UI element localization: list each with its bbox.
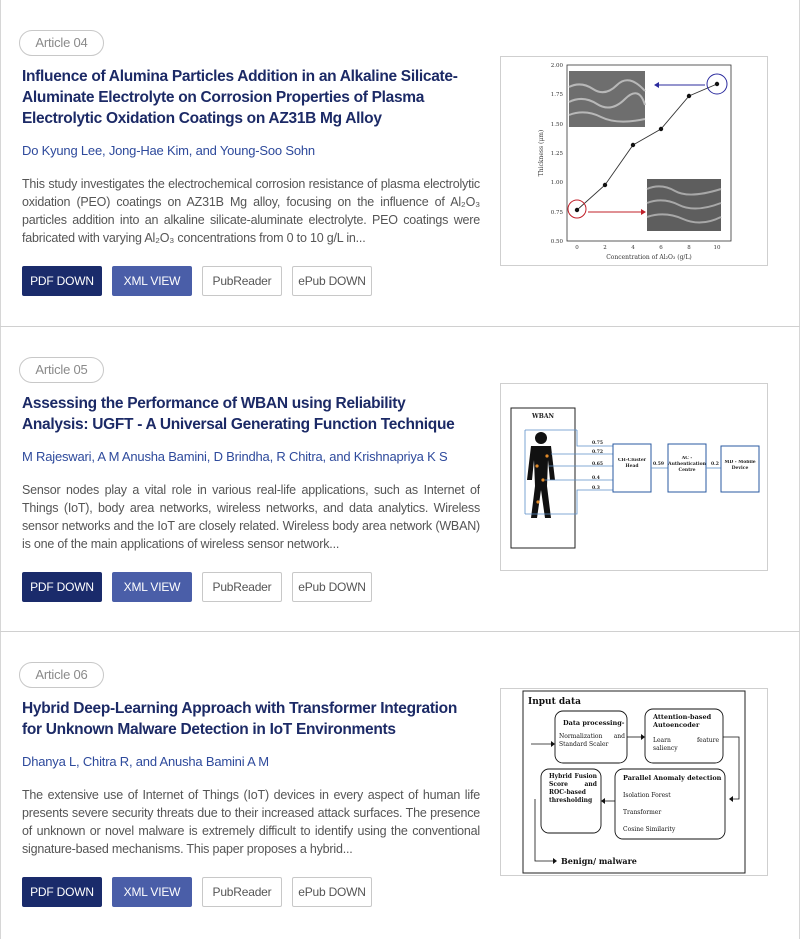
article-figure-thumbnail[interactable] <box>500 688 768 876</box>
article-figure-thumbnail[interactable] <box>500 383 768 571</box>
x-tick: 4 <box>631 245 635 251</box>
x-tick: 6 <box>659 245 663 251</box>
autoencoder-title: Attention-based Autoencoder <box>653 713 712 729</box>
output-label: Benign/ malware <box>561 856 637 866</box>
processing-title: Data processing- <box>563 719 625 727</box>
x-tick: 8 <box>687 245 691 251</box>
article-abstract: The extensive use of Internet of Things (IoT) devices in every aspect of human life presents severe security threats due to their increased attack surfaces. The presence of unknown or novel malware is extremely difficult to identify using the conventional signature-based mechanisms. This paper proposes a hybrid... <box>22 788 480 856</box>
mobile-device-label: MD - Mobile Device <box>724 460 756 471</box>
autoencoder-body: Learn feature saliency <box>653 737 719 752</box>
epub-down-button[interactable]: ePub DOWN <box>292 572 372 602</box>
article-badge: Article 05 <box>19 357 104 383</box>
y-tick: 0.75 <box>550 210 563 216</box>
article-authors: M Rajeswari, A M Anusha Bamini, D Brindha, R Chitra, and Krishnapriya K S <box>22 449 448 464</box>
link-value: 0.59 <box>653 462 664 467</box>
link-value: 0.2 <box>711 462 719 467</box>
cluster-head-label: CH-Cluster Head <box>617 458 647 469</box>
article-card <box>0 631 800 937</box>
input-label: Input data <box>528 697 581 707</box>
parallel-item: Cosine Similarity <box>623 826 676 833</box>
pubreader-button[interactable]: PubReader <box>202 572 282 602</box>
article-title[interactable]: Assessing the Performance of WBAN using Reliability Analysis: UGFT - A Universal Generating Function Technique <box>22 395 455 433</box>
hybrid-label: Hybrid Fusion Score and ROC-based thresholding <box>549 773 597 804</box>
article-badge: Article 06 <box>19 662 104 688</box>
xml-view-button[interactable]: XML VIEW <box>112 877 192 907</box>
y-tick: 1.25 <box>550 151 563 157</box>
article-abstract: This study investigates the electrochemical corrosion resistance of plasma electrolytic oxidation (PEO) coatings on AZ31B Mg alloy, focusing on the influence of Al₂O₃ particles addition into an alkaline silicate-aluminate electrolyte. PEO coatings were fabricated with varying Al₂O₃ concentrations from 0 to 10 g/L in... <box>22 177 480 245</box>
epub-down-button[interactable]: ePub DOWN <box>292 877 372 907</box>
article-card <box>0 326 800 632</box>
y-tick: 1.50 <box>550 122 563 128</box>
thickness-chart <box>501 57 767 265</box>
link-value: 0.72 <box>592 450 603 455</box>
xml-view-button[interactable]: XML VIEW <box>112 266 192 296</box>
link-value: 0.4 <box>592 476 600 481</box>
malware-flow-diagram <box>501 689 767 875</box>
x-tick: 10 <box>713 245 721 251</box>
article-title[interactable]: Influence of Alumina Particles Addition in an Alkaline Silicate-Aluminate Electrolyte on Corrosion Properties of Plasma Electrolytic Oxidation Coatings on AZ31B Mg Alloy <box>22 68 458 127</box>
y-tick: 2.00 <box>550 63 563 69</box>
y-tick: 1.00 <box>550 180 563 186</box>
pubreader-button[interactable]: PubReader <box>202 877 282 907</box>
pdf-down-button[interactable]: PDF DOWN <box>22 572 102 602</box>
human-body-icon <box>527 432 555 518</box>
auth-centre-label: AC - Authentication Centre <box>668 456 706 473</box>
article-title[interactable]: Hybrid Deep-Learning Approach with Transformer Integration for Unknown Malware Detection in IoT Environments <box>22 700 458 738</box>
xml-view-button[interactable]: XML VIEW <box>112 572 192 602</box>
pdf-down-button[interactable]: PDF DOWN <box>22 877 102 907</box>
epub-down-button[interactable]: ePub DOWN <box>292 266 372 296</box>
article-abstract: Sensor nodes play a vital role in various real-life applications, such as Internet of Things (IoT), body area networks, wireless networks, and data analytics. Wireless sensor networks and the IoT are closely related. Wireless body area network (WBAN) is one of the main applications of wireless sensor network... <box>22 483 480 551</box>
pubreader-button[interactable]: PubReader <box>202 266 282 296</box>
parallel-title: Parallel Anomaly detection <box>623 774 722 782</box>
y-tick: 1.75 <box>550 92 563 98</box>
link-value: 0.3 <box>592 486 600 491</box>
wban-diagram <box>501 384 767 570</box>
link-value: 0.75 <box>592 441 603 446</box>
link-value: 0.65 <box>592 462 603 467</box>
wban-label: WBAN <box>532 413 554 420</box>
x-axis-label: Concentration of Al₂O₃ (g/L) <box>606 254 692 261</box>
parallel-item: Isolation Forest <box>623 792 671 799</box>
y-axis-label: Thickness (μm) <box>538 129 545 177</box>
y-tick: 0.50 <box>550 239 563 245</box>
article-authors: Dhanya L, Chitra R, and Anusha Bamini A M <box>22 754 269 769</box>
x-tick: 2 <box>603 245 607 251</box>
article-card <box>0 0 800 326</box>
processing-body: Normalization and Standard Scaler <box>559 733 625 748</box>
x-tick: 0 <box>575 245 579 251</box>
article-figure-thumbnail[interactable] <box>500 56 768 266</box>
parallel-item: Transformer <box>623 809 662 816</box>
article-authors: Do Kyung Lee, Jong-Hae Kim, and Young-Soo Sohn <box>22 143 315 158</box>
article-badge: Article 04 <box>19 30 104 56</box>
pdf-down-button[interactable]: PDF DOWN <box>22 266 102 296</box>
